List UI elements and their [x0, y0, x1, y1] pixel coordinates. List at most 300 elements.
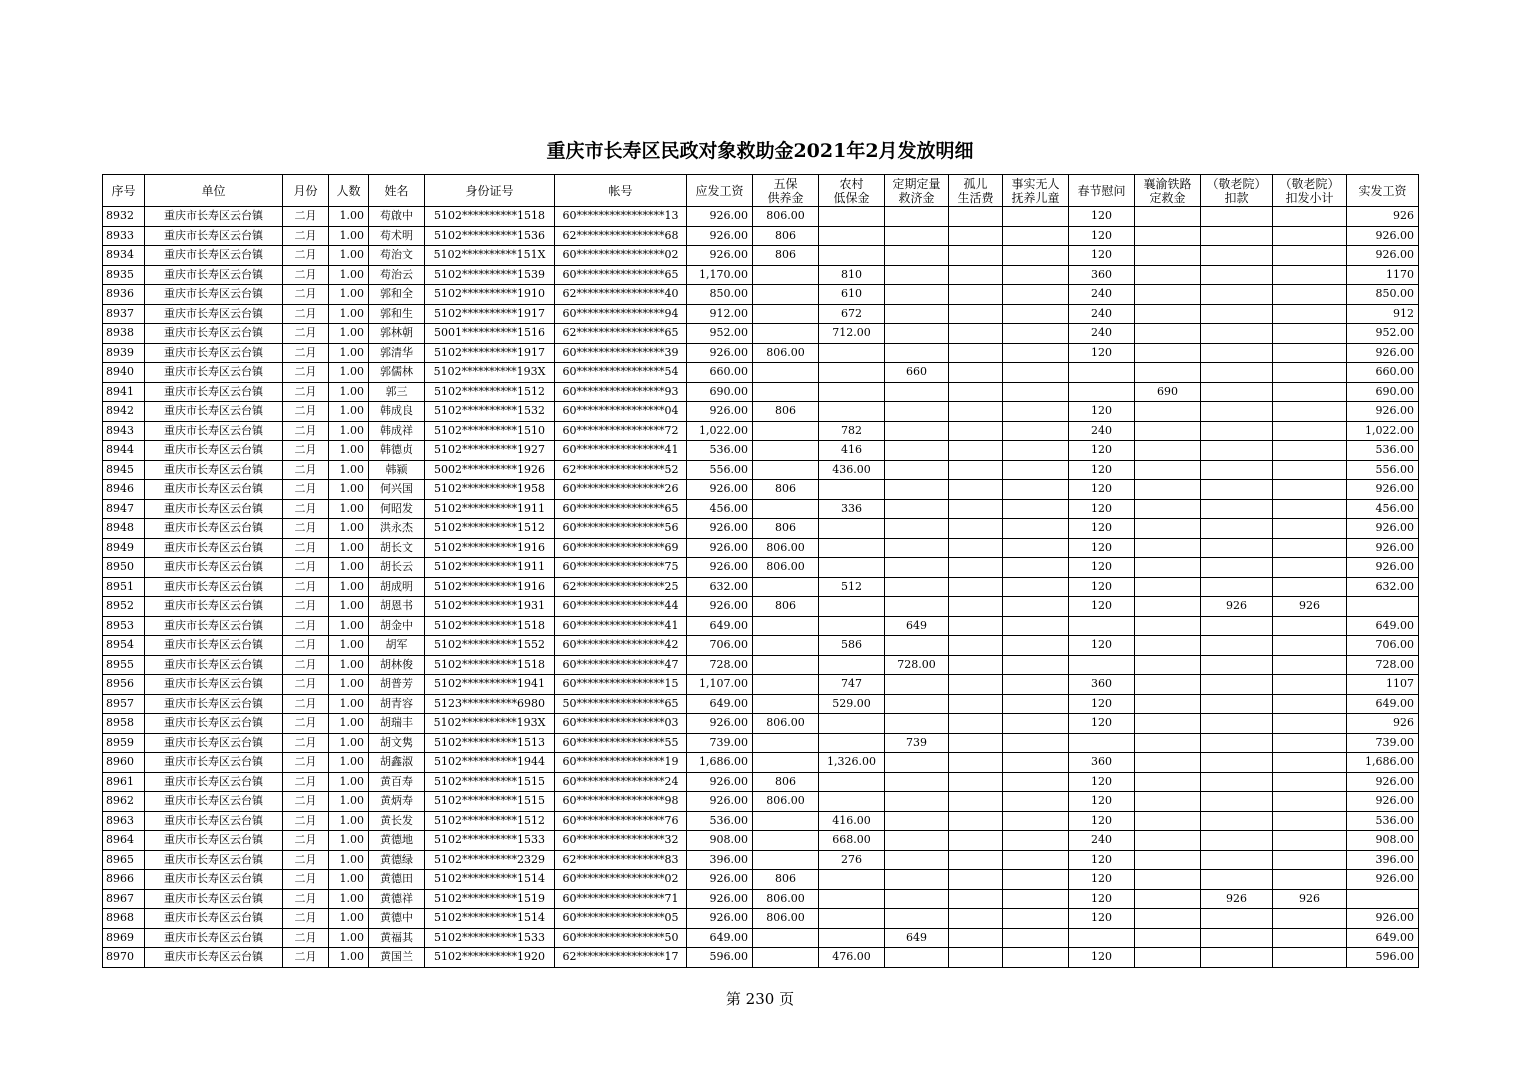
table-row — [103, 831, 1419, 851]
cell-col-nursing-home-deduction — [1201, 694, 1273, 714]
cell-col-five-guarantee: 806.00 — [753, 909, 819, 929]
cell-col-nursing-home-subtotal — [1273, 675, 1347, 695]
cell-col-orphan-living — [949, 265, 1003, 285]
cell-col-account: 60****************26 — [555, 480, 687, 500]
cell-col-account: 60****************03 — [555, 714, 687, 734]
cell-col-payable: 926.00 — [687, 519, 753, 539]
cell-col-month: 二月 — [283, 558, 329, 578]
cell-col-index: 8936 — [103, 285, 145, 305]
cell-col-payable: 1,022.00 — [687, 421, 753, 441]
table-row — [103, 753, 1419, 773]
cell-col-actual-pay: 926.00 — [1347, 909, 1419, 929]
cell-col-fixed-relief — [885, 265, 949, 285]
cell-col-actual-pay: 850.00 — [1347, 285, 1419, 305]
cell-col-de-facto-orphan — [1003, 480, 1069, 500]
cell-col-five-guarantee — [753, 948, 819, 968]
table-row — [103, 441, 1419, 461]
cell-col-nursing-home-deduction — [1201, 928, 1273, 948]
table-row — [103, 928, 1419, 948]
cell-col-xiangyu-railway — [1135, 772, 1201, 792]
cell-col-nursing-home-deduction — [1201, 772, 1273, 792]
cell-col-nursing-home-subtotal — [1273, 304, 1347, 324]
cell-col-de-facto-orphan — [1003, 772, 1069, 792]
cell-col-index: 8968 — [103, 909, 145, 929]
cell-col-five-guarantee: 806 — [753, 772, 819, 792]
cell-col-orphan-living — [949, 382, 1003, 402]
cell-col-account: 60****************98 — [555, 792, 687, 812]
table-row — [103, 363, 1419, 383]
cell-col-index: 8948 — [103, 519, 145, 539]
cell-col-fixed-relief — [885, 909, 949, 929]
cell-col-month: 二月 — [283, 928, 329, 948]
cell-col-month: 二月 — [283, 285, 329, 305]
cell-col-nursing-home-deduction — [1201, 636, 1273, 656]
cell-col-rural-subsistence: 747 — [819, 675, 885, 695]
cell-col-nursing-home-subtotal — [1273, 772, 1347, 792]
cell-col-nursing-home-deduction — [1201, 324, 1273, 344]
cell-col-five-guarantee — [753, 382, 819, 402]
cell-col-de-facto-orphan — [1003, 246, 1069, 266]
cell-col-index: 8949 — [103, 538, 145, 558]
header-label: （敬老院） — [1206, 176, 1267, 191]
cell-col-orphan-living — [949, 655, 1003, 675]
cell-col-fixed-relief — [885, 850, 949, 870]
cell-col-orphan-living — [949, 480, 1003, 500]
cell-col-month: 二月 — [283, 207, 329, 227]
cell-col-de-facto-orphan — [1003, 636, 1069, 656]
header-label: 春节慰问 — [1077, 183, 1126, 198]
cell-col-index: 8938 — [103, 324, 145, 344]
cell-col-account: 60****************24 — [555, 772, 687, 792]
cell-col-spring-festival: 120 — [1069, 226, 1135, 246]
cell-col-five-guarantee: 806 — [753, 597, 819, 617]
cell-col-fixed-relief — [885, 753, 949, 773]
cell-col-xiangyu-railway — [1135, 753, 1201, 773]
cell-col-index: 8939 — [103, 343, 145, 363]
cell-col-nursing-home-subtotal — [1273, 616, 1347, 636]
cell-col-unit: 重庆市长寿区云台镇 — [145, 304, 283, 324]
cell-col-id-number: 5102**********151X — [425, 246, 555, 266]
cell-col-orphan-living — [949, 441, 1003, 461]
cell-col-nursing-home-deduction — [1201, 655, 1273, 675]
cell-col-nursing-home-subtotal — [1273, 246, 1347, 266]
cell-col-xiangyu-railway — [1135, 909, 1201, 929]
cell-col-rural-subsistence: 586 — [819, 636, 885, 656]
cell-col-count: 1.00 — [329, 870, 369, 890]
cell-col-five-guarantee: 806 — [753, 480, 819, 500]
cell-col-xiangyu-railway — [1135, 558, 1201, 578]
cell-col-nursing-home-deduction — [1201, 675, 1273, 695]
cell-col-count: 1.00 — [329, 948, 369, 968]
cell-col-count: 1.00 — [329, 714, 369, 734]
cell-col-de-facto-orphan — [1003, 655, 1069, 675]
cell-col-nursing-home-subtotal — [1273, 421, 1347, 441]
cell-col-unit: 重庆市长寿区云台镇 — [145, 616, 283, 636]
cell-col-nursing-home-subtotal: 926 — [1273, 597, 1347, 617]
cell-col-de-facto-orphan — [1003, 577, 1069, 597]
cell-col-de-facto-orphan — [1003, 441, 1069, 461]
cell-col-nursing-home-deduction — [1201, 382, 1273, 402]
cell-col-unit: 重庆市长寿区云台镇 — [145, 402, 283, 422]
table-row — [103, 265, 1419, 285]
cell-col-rural-subsistence: 336 — [819, 499, 885, 519]
cell-col-count: 1.00 — [329, 324, 369, 344]
cell-col-nursing-home-subtotal — [1273, 382, 1347, 402]
cell-col-five-guarantee: 806.00 — [753, 889, 819, 909]
cell-col-five-guarantee — [753, 636, 819, 656]
cell-col-spring-festival: 240 — [1069, 285, 1135, 305]
cell-col-index: 8969 — [103, 928, 145, 948]
cell-col-unit: 重庆市长寿区云台镇 — [145, 948, 283, 968]
cell-col-de-facto-orphan — [1003, 519, 1069, 539]
cell-col-name: 黄百寿 — [369, 772, 425, 792]
cell-col-name: 胡成明 — [369, 577, 425, 597]
cell-col-count: 1.00 — [329, 909, 369, 929]
cell-col-index: 8957 — [103, 694, 145, 714]
cell-col-account: 60****************44 — [555, 597, 687, 617]
cell-col-fixed-relief: 728.00 — [885, 655, 949, 675]
cell-col-nursing-home-subtotal — [1273, 207, 1347, 227]
cell-col-name: 黄德田 — [369, 870, 425, 890]
cell-col-id-number: 5102**********1532 — [425, 402, 555, 422]
cell-col-fixed-relief — [885, 811, 949, 831]
cell-col-month: 二月 — [283, 421, 329, 441]
cell-col-orphan-living — [949, 928, 1003, 948]
cell-col-nursing-home-deduction — [1201, 577, 1273, 597]
cell-col-fixed-relief — [885, 246, 949, 266]
cell-col-xiangyu-railway — [1135, 577, 1201, 597]
cell-col-unit: 重庆市长寿区云台镇 — [145, 636, 283, 656]
cell-col-name: 胡普芳 — [369, 675, 425, 695]
cell-col-payable: 396.00 — [687, 850, 753, 870]
cell-col-nursing-home-subtotal — [1273, 265, 1347, 285]
cell-col-xiangyu-railway — [1135, 597, 1201, 617]
cell-col-orphan-living — [949, 772, 1003, 792]
cell-col-five-guarantee — [753, 441, 819, 461]
cell-col-rural-subsistence — [819, 207, 885, 227]
cell-col-xiangyu-railway — [1135, 460, 1201, 480]
table-row — [103, 733, 1419, 753]
cell-col-nursing-home-subtotal — [1273, 402, 1347, 422]
cell-col-five-guarantee: 806.00 — [753, 343, 819, 363]
cell-col-index: 8959 — [103, 733, 145, 753]
cell-col-count: 1.00 — [329, 694, 369, 714]
cell-col-five-guarantee — [753, 499, 819, 519]
cell-col-index: 8955 — [103, 655, 145, 675]
cell-col-actual-pay: 926.00 — [1347, 519, 1419, 539]
cell-col-actual-pay: 690.00 — [1347, 382, 1419, 402]
cell-col-de-facto-orphan — [1003, 811, 1069, 831]
cell-col-five-guarantee — [753, 577, 819, 597]
cell-col-fixed-relief — [885, 714, 949, 734]
cell-col-rural-subsistence — [819, 870, 885, 890]
cell-col-de-facto-orphan — [1003, 363, 1069, 383]
cell-col-account: 60****************02 — [555, 246, 687, 266]
cell-col-spring-festival: 240 — [1069, 831, 1135, 851]
cell-col-actual-pay: 649.00 — [1347, 694, 1419, 714]
cell-col-payable: 596.00 — [687, 948, 753, 968]
cell-col-name: 胡林俊 — [369, 655, 425, 675]
cell-col-five-guarantee — [753, 304, 819, 324]
table-row — [103, 811, 1419, 831]
cell-col-nursing-home-deduction — [1201, 792, 1273, 812]
cell-col-month: 二月 — [283, 655, 329, 675]
cell-col-orphan-living — [949, 831, 1003, 851]
cell-col-count: 1.00 — [329, 811, 369, 831]
table-header-row — [103, 175, 1419, 207]
cell-col-actual-pay: 660.00 — [1347, 363, 1419, 383]
header-label: 序号 — [111, 183, 136, 198]
cell-col-spring-festival: 120 — [1069, 246, 1135, 266]
cell-col-account: 60****************41 — [555, 441, 687, 461]
cell-col-name: 黄长发 — [369, 811, 425, 831]
cell-col-actual-pay: 926.00 — [1347, 480, 1419, 500]
cell-col-unit: 重庆市长寿区云台镇 — [145, 382, 283, 402]
cell-col-de-facto-orphan — [1003, 714, 1069, 734]
cell-col-month: 二月 — [283, 538, 329, 558]
cell-col-fixed-relief — [885, 324, 949, 344]
cell-col-count: 1.00 — [329, 304, 369, 324]
cell-col-count: 1.00 — [329, 207, 369, 227]
table-row — [103, 714, 1419, 734]
cell-col-index: 8932 — [103, 207, 145, 227]
table-row — [103, 285, 1419, 305]
header-label: 月份 — [293, 183, 318, 198]
table-row — [103, 889, 1419, 909]
cell-col-nursing-home-deduction — [1201, 499, 1273, 519]
cell-col-month: 二月 — [283, 636, 329, 656]
cell-col-fixed-relief — [885, 480, 949, 500]
cell-col-index: 8942 — [103, 402, 145, 422]
cell-col-account: 60****************71 — [555, 889, 687, 909]
header-col-xiangyu-railway — [1135, 175, 1201, 207]
cell-col-nursing-home-deduction — [1201, 538, 1273, 558]
cell-col-nursing-home-subtotal — [1273, 577, 1347, 597]
cell-col-account: 62****************25 — [555, 577, 687, 597]
cell-col-unit: 重庆市长寿区云台镇 — [145, 694, 283, 714]
header-label: 应发工资 — [695, 183, 744, 198]
table-row — [103, 792, 1419, 812]
cell-col-orphan-living — [949, 421, 1003, 441]
header-label: 农村 — [839, 176, 864, 191]
cell-col-fixed-relief: 649 — [885, 928, 949, 948]
cell-col-payable: 632.00 — [687, 577, 753, 597]
cell-col-xiangyu-railway — [1135, 538, 1201, 558]
cell-col-spring-festival: 120 — [1069, 402, 1135, 422]
cell-col-rural-subsistence: 810 — [819, 265, 885, 285]
header-col-spring-festival — [1069, 175, 1135, 207]
cell-col-id-number: 5102**********1941 — [425, 675, 555, 695]
cell-col-de-facto-orphan — [1003, 870, 1069, 890]
cell-col-index: 8954 — [103, 636, 145, 656]
cell-col-spring-festival: 240 — [1069, 304, 1135, 324]
cell-col-nursing-home-subtotal: 926 — [1273, 889, 1347, 909]
cell-col-rural-subsistence: 1,326.00 — [819, 753, 885, 773]
cell-col-name: 胡金中 — [369, 616, 425, 636]
cell-col-id-number: 5102**********1911 — [425, 499, 555, 519]
cell-col-xiangyu-railway — [1135, 343, 1201, 363]
cell-col-name: 黄炳寿 — [369, 792, 425, 812]
cell-col-five-guarantee: 806.00 — [753, 538, 819, 558]
cell-col-name: 胡军 — [369, 636, 425, 656]
cell-col-account: 60****************75 — [555, 558, 687, 578]
cell-col-index: 8941 — [103, 382, 145, 402]
cell-col-payable: 926.00 — [687, 870, 753, 890]
cell-col-nursing-home-subtotal — [1273, 343, 1347, 363]
cell-col-nursing-home-deduction — [1201, 519, 1273, 539]
cell-col-actual-pay: 1170 — [1347, 265, 1419, 285]
cell-col-xiangyu-railway — [1135, 636, 1201, 656]
table-row — [103, 870, 1419, 890]
cell-col-five-guarantee — [753, 363, 819, 383]
cell-col-id-number: 5102**********1512 — [425, 382, 555, 402]
cell-col-index: 8934 — [103, 246, 145, 266]
cell-col-id-number: 5102**********1518 — [425, 207, 555, 227]
cell-col-rural-subsistence: 276 — [819, 850, 885, 870]
cell-col-unit: 重庆市长寿区云台镇 — [145, 811, 283, 831]
table-row — [103, 948, 1419, 968]
cell-col-count: 1.00 — [329, 753, 369, 773]
cell-col-index: 8943 — [103, 421, 145, 441]
cell-col-nursing-home-subtotal — [1273, 519, 1347, 539]
cell-col-nursing-home-subtotal — [1273, 499, 1347, 519]
cell-col-index: 8962 — [103, 792, 145, 812]
cell-col-fixed-relief — [885, 538, 949, 558]
table-row — [103, 558, 1419, 578]
cell-col-nursing-home-deduction — [1201, 831, 1273, 851]
cell-col-id-number: 5102**********193X — [425, 714, 555, 734]
cell-col-account: 60****************56 — [555, 519, 687, 539]
cell-col-id-number: 5102**********1931 — [425, 597, 555, 617]
header-col-nursing-home-subtotal — [1273, 175, 1347, 207]
header-label: 姓名 — [384, 183, 409, 198]
table-row — [103, 402, 1419, 422]
cell-col-rural-subsistence — [819, 616, 885, 636]
cell-col-name: 何昭发 — [369, 499, 425, 519]
cell-col-orphan-living — [949, 226, 1003, 246]
cell-col-nursing-home-deduction — [1201, 480, 1273, 500]
cell-col-spring-festival: 120 — [1069, 460, 1135, 480]
cell-col-orphan-living — [949, 207, 1003, 227]
cell-col-id-number: 5102**********1515 — [425, 792, 555, 812]
cell-col-name: 苟治云 — [369, 265, 425, 285]
cell-col-name: 胡青容 — [369, 694, 425, 714]
cell-col-index: 8966 — [103, 870, 145, 890]
header-col-nursing-home-deduction — [1201, 175, 1273, 207]
cell-col-count: 1.00 — [329, 460, 369, 480]
cell-col-payable: 926.00 — [687, 714, 753, 734]
cell-col-nursing-home-deduction — [1201, 714, 1273, 734]
cell-col-payable: 456.00 — [687, 499, 753, 519]
cell-col-nursing-home-subtotal — [1273, 714, 1347, 734]
cell-col-rural-subsistence — [819, 597, 885, 617]
cell-col-spring-festival: 120 — [1069, 519, 1135, 539]
cell-col-xiangyu-railway — [1135, 246, 1201, 266]
relief-payment-table — [102, 174, 1419, 968]
cell-col-fixed-relief — [885, 460, 949, 480]
cell-col-rural-subsistence — [819, 714, 885, 734]
cell-col-unit: 重庆市长寿区云台镇 — [145, 558, 283, 578]
cell-col-rural-subsistence: 668.00 — [819, 831, 885, 851]
cell-col-xiangyu-railway — [1135, 226, 1201, 246]
cell-col-spring-festival: 120 — [1069, 499, 1135, 519]
cell-col-count: 1.00 — [329, 246, 369, 266]
cell-col-orphan-living — [949, 460, 1003, 480]
cell-col-five-guarantee — [753, 850, 819, 870]
cell-col-month: 二月 — [283, 772, 329, 792]
cell-col-xiangyu-railway — [1135, 304, 1201, 324]
cell-col-payable: 926.00 — [687, 343, 753, 363]
cell-col-nursing-home-subtotal — [1273, 655, 1347, 675]
cell-col-de-facto-orphan — [1003, 909, 1069, 929]
cell-col-five-guarantee: 806 — [753, 402, 819, 422]
cell-col-month: 二月 — [283, 304, 329, 324]
cell-col-payable: 536.00 — [687, 811, 753, 831]
cell-col-five-guarantee: 806 — [753, 519, 819, 539]
cell-col-nursing-home-subtotal — [1273, 928, 1347, 948]
cell-col-xiangyu-railway — [1135, 870, 1201, 890]
cell-col-five-guarantee: 806 — [753, 226, 819, 246]
cell-col-unit: 重庆市长寿区云台镇 — [145, 850, 283, 870]
cell-col-spring-festival: 120 — [1069, 558, 1135, 578]
header-col-id-number — [425, 175, 555, 207]
cell-col-unit: 重庆市长寿区云台镇 — [145, 870, 283, 890]
cell-col-account: 60****************41 — [555, 616, 687, 636]
cell-col-xiangyu-railway — [1135, 928, 1201, 948]
cell-col-unit: 重庆市长寿区云台镇 — [145, 909, 283, 929]
cell-col-month: 二月 — [283, 811, 329, 831]
cell-col-id-number: 5102**********1514 — [425, 909, 555, 929]
cell-col-xiangyu-railway — [1135, 675, 1201, 695]
cell-col-month: 二月 — [283, 889, 329, 909]
cell-col-name: 苟治文 — [369, 246, 425, 266]
cell-col-fixed-relief — [885, 226, 949, 246]
cell-col-account: 62****************65 — [555, 324, 687, 344]
cell-col-five-guarantee: 806.00 — [753, 558, 819, 578]
cell-col-xiangyu-railway — [1135, 363, 1201, 383]
cell-col-spring-festival: 120 — [1069, 636, 1135, 656]
cell-col-nursing-home-subtotal — [1273, 694, 1347, 714]
cell-col-rural-subsistence — [819, 480, 885, 500]
cell-col-orphan-living — [949, 889, 1003, 909]
cell-col-rural-subsistence — [819, 363, 885, 383]
cell-col-month: 二月 — [283, 850, 329, 870]
cell-col-fixed-relief — [885, 382, 949, 402]
cell-col-name: 黄德地 — [369, 831, 425, 851]
cell-col-actual-pay: 456.00 — [1347, 499, 1419, 519]
cell-col-fixed-relief: 649 — [885, 616, 949, 636]
cell-col-account: 60****************47 — [555, 655, 687, 675]
cell-col-count: 1.00 — [329, 343, 369, 363]
cell-col-month: 二月 — [283, 324, 329, 344]
cell-col-nursing-home-subtotal — [1273, 870, 1347, 890]
cell-col-nursing-home-deduction — [1201, 246, 1273, 266]
cell-col-id-number: 5102**********1519 — [425, 889, 555, 909]
cell-col-unit: 重庆市长寿区云台镇 — [145, 577, 283, 597]
cell-col-nursing-home-deduction — [1201, 558, 1273, 578]
cell-col-five-guarantee: 806 — [753, 870, 819, 890]
cell-col-payable: 536.00 — [687, 441, 753, 461]
header-label: 救济金 — [898, 190, 935, 205]
cell-col-nursing-home-deduction: 926 — [1201, 597, 1273, 617]
cell-col-account: 60****************04 — [555, 402, 687, 422]
cell-col-actual-pay: 1107 — [1347, 675, 1419, 695]
cell-col-month: 二月 — [283, 870, 329, 890]
cell-col-spring-festival: 120 — [1069, 597, 1135, 617]
cell-col-id-number: 5002**********1926 — [425, 460, 555, 480]
cell-col-actual-pay: 926.00 — [1347, 558, 1419, 578]
cell-col-actual-pay: 649.00 — [1347, 928, 1419, 948]
